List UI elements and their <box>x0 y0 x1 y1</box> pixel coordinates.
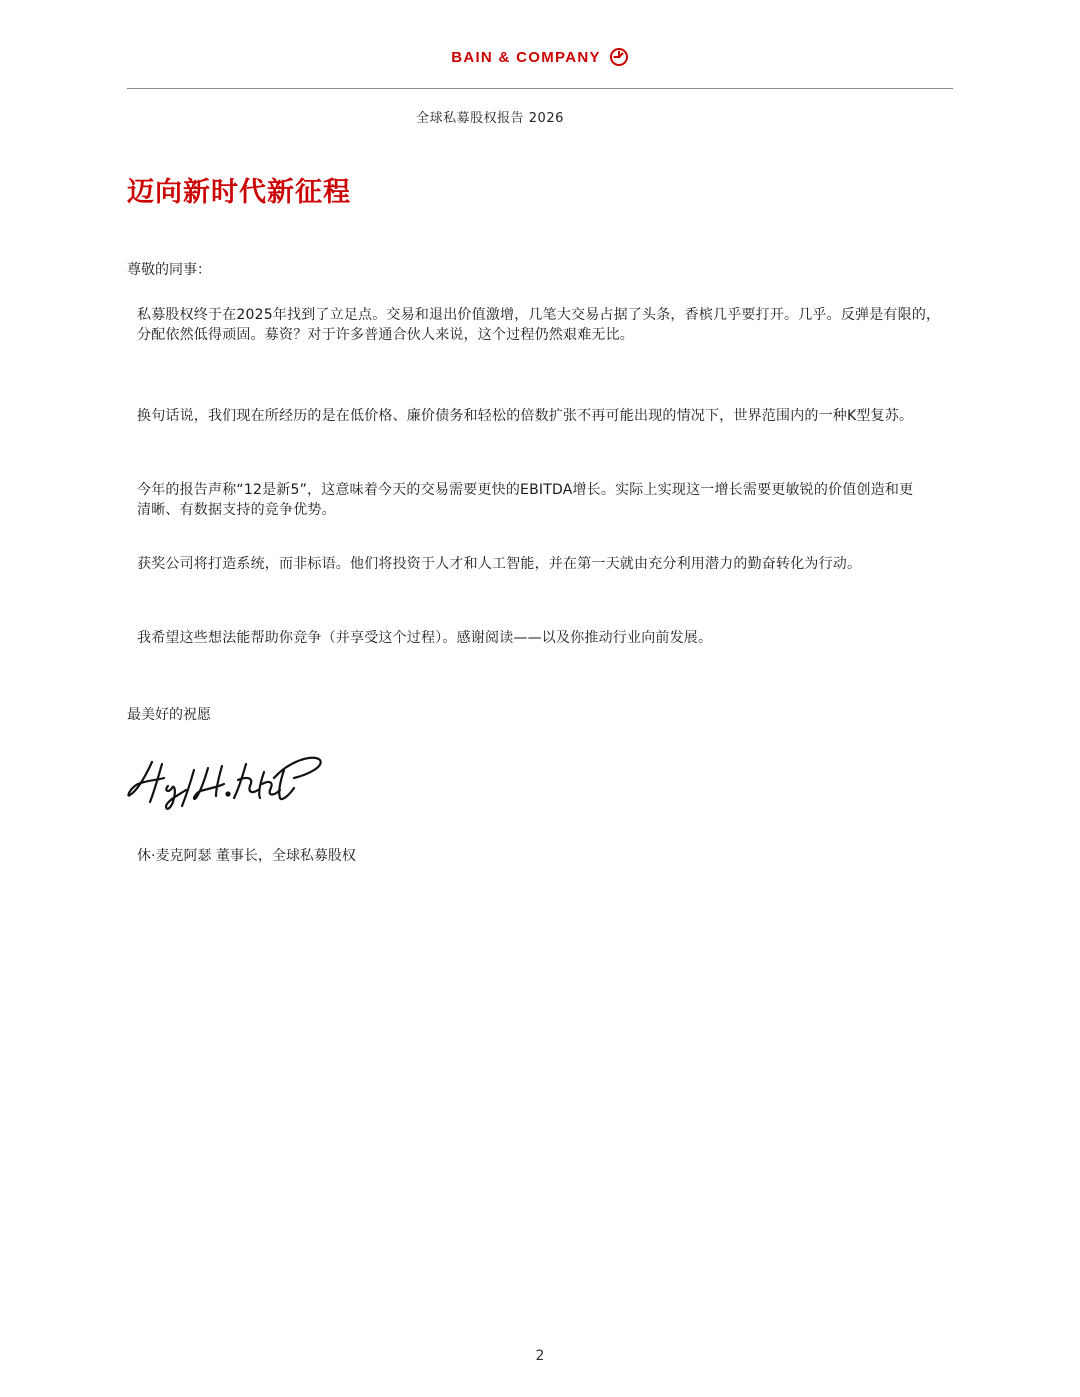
paragraph-5: 我希望这些想法能帮助你竞争（并享受这个过程）。感谢阅读——以及你推动行业向前发展。 <box>137 630 713 646</box>
report-title: 全球私募股权报告 2026 <box>416 111 564 126</box>
bain-logo <box>0 47 1080 67</box>
page-number: 2 <box>535 1348 545 1364</box>
paragraph-1: 私募股权终于在2025年找到了立足点。交易和退出价值激增，几笔大交易占据了头条，香槟几乎要打开。几乎。反弹是有限的，分配依然低得顽固。募资？对于许多普通合伙人来说，这个过程仍然艰难无比。 <box>137 307 941 343</box>
signature-image <box>124 750 334 820</box>
paragraph-2: 换句话说，我们现在所经历的是在低价格、廉价债务和轻松的倍数扩张不再可能出现的情况下，世界范围内的一种K型复苏。 <box>137 408 914 424</box>
header-divider <box>127 88 953 89</box>
bain-circle-icon <box>609 47 629 67</box>
salutation: 尊敬的同事： <box>127 262 211 278</box>
signer-name-title: 休·麦克阿瑟 董事长，全球私募股权 <box>137 848 356 864</box>
brand-name: BAIN & COMPANY <box>451 48 601 66</box>
paragraph-3: 今年的报告声称“12是新5”，这意味着今天的交易需要更快的EBITDA增长。实际上实现这一增长需要更敏锐的价值创造和更清晰、有数据支持的竞争优势。 <box>137 482 914 518</box>
paragraph-4: 获奖公司将打造系统，而非标语。他们将投资于人才和人工智能，并在第一天就由充分利用潜力的勤奋转化为行动。 <box>137 556 862 572</box>
page-headline: 迈向新时代新征程 <box>127 177 351 208</box>
closing-remark: 最美好的祝愿 <box>127 707 211 723</box>
